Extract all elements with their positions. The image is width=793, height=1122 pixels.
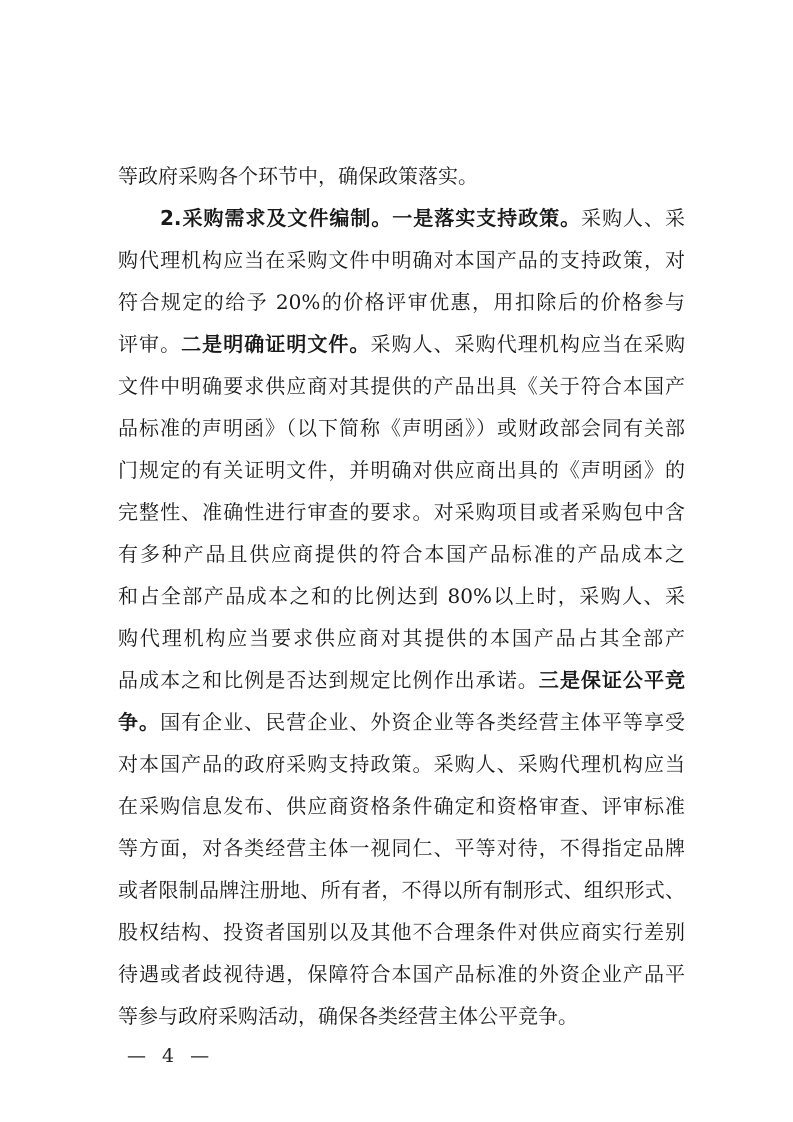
bold-text-run: 2.采购需求及文件编制。一是落实支持政策。 (160, 206, 582, 230)
text-line (118, 155, 685, 197)
text-run: 门规定的有关证明文件，并明确对供应商出具的《声明函》的 (118, 458, 685, 482)
text-line (118, 701, 685, 743)
text-run: 购代理机构应当在采购文件中明确对本国产品的支持政策，对 (118, 248, 685, 272)
text-run: 待遇或者歧视待遇，保障符合本国产品标准的外资企业产品平 (118, 962, 685, 986)
text-run: 或者限制品牌注册地、所有者，不得以所有制形式、组织形式、 (118, 878, 685, 902)
text-run: 采购人、采 (581, 206, 686, 230)
text-line (118, 281, 685, 323)
text-line (118, 785, 685, 827)
text-line (118, 197, 685, 239)
text-run: 等参与政府采购活动，确保各类经营主体公平竞争。 (118, 1004, 578, 1028)
text-run: 完整性、准确性进行审查的要求。对采购项目或者采购包中含 (118, 500, 685, 524)
text-run: 文件中明确要求供应商对其提供的产品出具《关于符合本国产 (118, 374, 685, 398)
text-line (118, 743, 685, 785)
text-line (118, 869, 685, 911)
text-line (118, 995, 685, 1037)
page-number: — 4 — (127, 1045, 215, 1067)
text-run: 购代理机构应当要求供应商对其提供的本国产品占其全部产 (118, 626, 685, 650)
text-line (118, 323, 685, 365)
text-block (118, 155, 685, 1037)
text-line (118, 953, 685, 995)
text-run: 股权结构、投资者国别以及其他不合理条件对供应商实行差别 (118, 920, 685, 944)
text-run: 评审。 (118, 332, 182, 356)
text-run: 等政府采购各个环节中，确保政策落实。 (118, 164, 478, 188)
bold-text-run: 争。 (118, 710, 161, 734)
text-run: 等方面，对各类经营主体一视同仁、平等对待，不得指定品牌 (118, 836, 685, 860)
text-line (118, 659, 685, 701)
text-run: 对本国产品的政府采购支持政策。采购人、采购代理机构应当 (118, 752, 685, 776)
bold-text-run: 二是明确证明文件。 (181, 332, 371, 356)
text-run: 在采购信息发布、供应商资格条件确定和资格审查、评审标准 (118, 794, 685, 818)
text-run: 品标准的声明函》（以下简称《声明函》）或财政部会同有关部 (118, 416, 685, 440)
text-run: 品成本之和比例是否达到规定比例作出承诺。 (118, 668, 539, 692)
text-line (118, 575, 685, 617)
text-line (118, 533, 685, 575)
text-line (118, 365, 685, 407)
text-line (118, 449, 685, 491)
bold-text-run: 三是保证公平竞 (538, 668, 686, 692)
text-line (118, 239, 685, 281)
text-run: 有多种产品且供应商提供的符合本国产品标准的产品成本之 (118, 542, 685, 566)
text-run: 符合规定的给予 20%的价格评审优惠，用扣除后的价格参与 (118, 290, 685, 314)
text-line (118, 491, 685, 533)
text-line (118, 827, 685, 869)
text-line (118, 407, 685, 449)
text-run: 国有企业、民营企业、外资企业等各类经营主体平等享受 (160, 710, 686, 734)
text-line (118, 911, 685, 953)
text-line (118, 617, 685, 659)
text-run: 采购人、采购代理机构应当在采购 (370, 332, 686, 356)
text-run: 和占全部产品成本之和的比例达到 80%以上时，采购人、采 (118, 584, 685, 608)
